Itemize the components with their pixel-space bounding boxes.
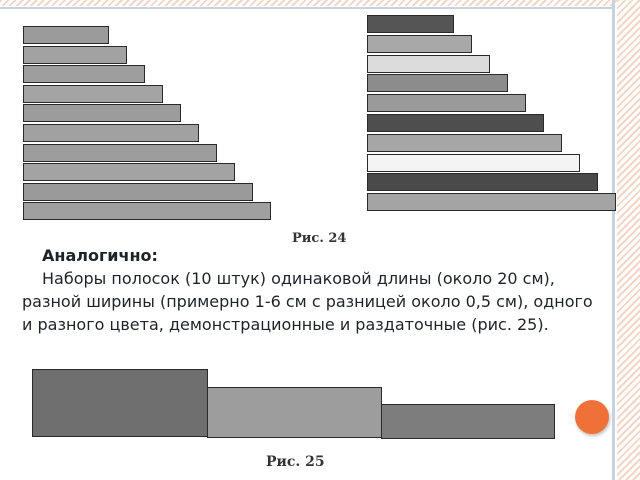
fig24-left-bar — [23, 85, 163, 103]
figure-25-caption: Рис. 25 — [266, 454, 325, 470]
fig24-right-bar — [367, 35, 472, 53]
fig24-right-bar — [367, 94, 526, 112]
fig25-strip — [32, 369, 208, 437]
fig24-left-bar — [23, 124, 199, 142]
section-heading: Аналогично: — [42, 246, 158, 265]
decorative-frame-line-top — [0, 7, 612, 9]
fig24-right-bar — [367, 134, 562, 152]
decorative-frame-right — [617, 0, 640, 480]
slide-text — [22, 244, 597, 336]
fig25-strip — [207, 387, 382, 438]
fig24-right-bar — [367, 173, 598, 191]
fig24-right-bar — [367, 154, 580, 172]
fig24-right-bar — [367, 55, 490, 73]
fig24-right-bar — [367, 74, 508, 92]
fig24-right-bar — [367, 114, 544, 132]
fig24-left-bar — [23, 144, 217, 162]
fig24-left-bar — [23, 163, 235, 181]
fig24-left-bar — [23, 46, 127, 64]
decorative-orange-circle — [575, 400, 609, 434]
fig24-left-bar — [23, 26, 109, 44]
decorative-frame-line-right — [612, 0, 615, 480]
figure-24-caption: Рис. 24 — [292, 231, 347, 246]
fig25-strip — [381, 404, 555, 439]
fig24-left-bar — [23, 104, 181, 122]
fig24-right-bar — [367, 193, 616, 211]
fig24-left-bar — [23, 183, 253, 201]
fig24-left-bar — [23, 202, 271, 220]
decorative-frame-top — [0, 0, 617, 6]
description-paragraph: Наборы полосок (10 штук) одинаковой длины (около 20 см), разной ширины (примерно 1-6 см с разницей около 0,5 см), одного и разного цвета, демонстрационные и раздаточные (рис. 25). — [22, 269, 593, 334]
fig24-left-bar — [23, 65, 145, 83]
fig24-right-bar — [367, 15, 454, 33]
